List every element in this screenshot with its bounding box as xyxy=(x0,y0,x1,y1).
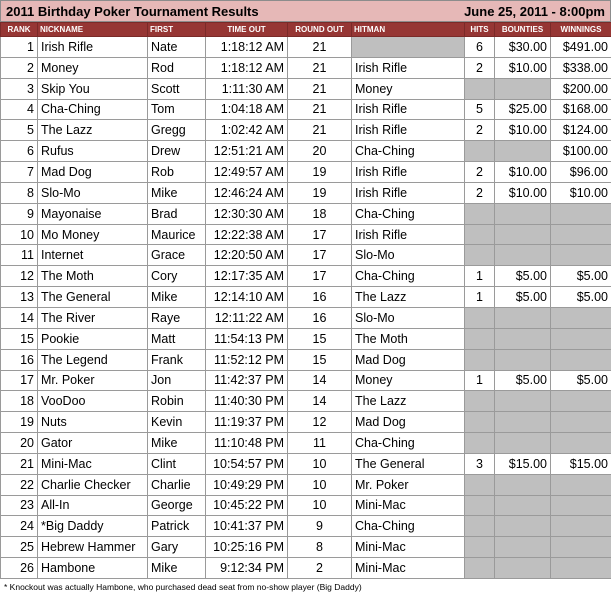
table-row xyxy=(1,182,611,203)
cell-hits[interactable] xyxy=(465,474,495,495)
cell-winnings[interactable] xyxy=(551,495,611,516)
cell-first[interactable]: Mike xyxy=(148,287,206,308)
cell-rank[interactable]: 13 xyxy=(1,287,38,308)
cell-time-out[interactable]: 12:11:22 AM xyxy=(206,307,288,328)
cell-first[interactable]: Grace xyxy=(148,245,206,266)
column-header-nickname[interactable]: NICKNAME xyxy=(38,23,148,37)
cell-time-out[interactable]: 11:52:12 PM xyxy=(206,349,288,370)
cell-nickname[interactable]: Hebrew Hammer xyxy=(38,537,148,558)
cell-bounties[interactable] xyxy=(495,328,551,349)
cell-first[interactable]: Jon xyxy=(148,370,206,391)
cell-bounties[interactable] xyxy=(495,391,551,412)
cell-rank[interactable]: 9 xyxy=(1,203,38,224)
cell-nickname[interactable]: Mad Dog xyxy=(38,162,148,183)
cell-round-out[interactable]: 19 xyxy=(288,182,352,203)
cell-hitman[interactable]: Irish Rifle xyxy=(352,182,465,203)
cell-first[interactable]: George xyxy=(148,495,206,516)
cell-winnings[interactable]: $491.00 xyxy=(551,37,611,58)
table-row xyxy=(1,391,611,412)
cell-rank[interactable]: 16 xyxy=(1,349,38,370)
table-row xyxy=(1,558,611,579)
cell-hits[interactable] xyxy=(465,349,495,370)
page-title: 2011 Birthday Poker Tournament Results xyxy=(6,3,259,19)
cell-round-out[interactable]: 18 xyxy=(288,203,352,224)
table-row xyxy=(1,57,611,78)
cell-time-out[interactable]: 12:22:38 AM xyxy=(206,224,288,245)
cell-round-out[interactable]: 21 xyxy=(288,37,352,58)
cell-first[interactable]: Tom xyxy=(148,99,206,120)
cell-time-out[interactable]: 10:45:22 PM xyxy=(206,495,288,516)
cell-rank[interactable]: 25 xyxy=(1,537,38,558)
cell-round-out[interactable]: 21 xyxy=(288,120,352,141)
cell-round-out[interactable]: 2 xyxy=(288,558,352,579)
cell-first[interactable]: Brad xyxy=(148,203,206,224)
table-row xyxy=(1,474,611,495)
cell-first[interactable]: Maurice xyxy=(148,224,206,245)
cell-hits[interactable]: 5 xyxy=(465,99,495,120)
cell-hits[interactable] xyxy=(465,537,495,558)
cell-bounties[interactable] xyxy=(495,224,551,245)
cell-time-out[interactable]: 11:42:37 PM xyxy=(206,370,288,391)
cell-hitman[interactable]: Slo-Mo xyxy=(352,245,465,266)
cell-bounties[interactable]: $5.00 xyxy=(495,370,551,391)
table-body xyxy=(1,37,611,579)
cell-time-out[interactable]: 10:49:29 PM xyxy=(206,474,288,495)
cell-rank[interactable]: 1 xyxy=(1,37,38,58)
table-row xyxy=(1,370,611,391)
cell-round-out[interactable]: 17 xyxy=(288,245,352,266)
cell-round-out[interactable]: 10 xyxy=(288,495,352,516)
cell-time-out[interactable]: 12:46:24 AM xyxy=(206,182,288,203)
table-row xyxy=(1,224,611,245)
cell-round-out[interactable]: 20 xyxy=(288,141,352,162)
cell-first[interactable]: Frank xyxy=(148,349,206,370)
cell-winnings[interactable]: $124.00 xyxy=(551,120,611,141)
cell-bounties[interactable]: $10.00 xyxy=(495,162,551,183)
cell-round-out[interactable]: 9 xyxy=(288,516,352,537)
cell-nickname[interactable]: Mini-Mac xyxy=(38,453,148,474)
cell-time-out[interactable]: 12:17:35 AM xyxy=(206,266,288,287)
cell-first[interactable]: Kevin xyxy=(148,412,206,433)
cell-time-out[interactable]: 1:18:12 AM xyxy=(206,37,288,58)
cell-hits[interactable] xyxy=(465,307,495,328)
cell-time-out[interactable]: 12:14:10 AM xyxy=(206,287,288,308)
cell-first[interactable]: Robin xyxy=(148,391,206,412)
cell-hits[interactable] xyxy=(465,391,495,412)
cell-nickname[interactable]: Mayonaise xyxy=(38,203,148,224)
cell-winnings[interactable] xyxy=(551,433,611,454)
table-row xyxy=(1,307,611,328)
cell-first[interactable]: Gregg xyxy=(148,120,206,141)
cell-nickname[interactable]: Cha-Ching xyxy=(38,99,148,120)
cell-rank[interactable]: 5 xyxy=(1,120,38,141)
cell-hitman[interactable]: Mini-Mac xyxy=(352,558,465,579)
cell-winnings[interactable]: $338.00 xyxy=(551,57,611,78)
cell-rank[interactable]: 20 xyxy=(1,433,38,454)
cell-rank[interactable]: 10 xyxy=(1,224,38,245)
cell-nickname[interactable]: Gator xyxy=(38,433,148,454)
cell-round-out[interactable]: 8 xyxy=(288,537,352,558)
cell-hitman[interactable]: Cha-Ching xyxy=(352,433,465,454)
cell-hits[interactable] xyxy=(465,245,495,266)
cell-time-out[interactable]: 10:25:16 PM xyxy=(206,537,288,558)
cell-hitman[interactable]: Money xyxy=(352,370,465,391)
cell-winnings[interactable] xyxy=(551,412,611,433)
cell-hits[interactable]: 2 xyxy=(465,162,495,183)
cell-nickname[interactable]: Mr. Poker xyxy=(38,370,148,391)
cell-hits[interactable]: 1 xyxy=(465,370,495,391)
column-header-winnings[interactable]: WINNINGS xyxy=(551,23,611,37)
cell-rank[interactable]: 24 xyxy=(1,516,38,537)
cell-nickname[interactable]: Skip You xyxy=(38,78,148,99)
cell-winnings[interactable] xyxy=(551,328,611,349)
cell-rank[interactable]: 15 xyxy=(1,328,38,349)
cell-hits[interactable] xyxy=(465,328,495,349)
cell-hitman[interactable]: Mad Dog xyxy=(352,349,465,370)
cell-bounties[interactable] xyxy=(495,537,551,558)
title-bar xyxy=(0,0,611,22)
cell-rank[interactable]: 21 xyxy=(1,453,38,474)
table-row xyxy=(1,245,611,266)
cell-bounties[interactable] xyxy=(495,412,551,433)
cell-first[interactable]: Rob xyxy=(148,162,206,183)
cell-hitman[interactable]: Slo-Mo xyxy=(352,307,465,328)
cell-rank[interactable]: 18 xyxy=(1,391,38,412)
cell-hitman[interactable]: Cha-Ching xyxy=(352,141,465,162)
cell-first[interactable]: Mike xyxy=(148,433,206,454)
cell-bounties[interactable]: $5.00 xyxy=(495,287,551,308)
cell-bounties[interactable]: $10.00 xyxy=(495,182,551,203)
cell-round-out[interactable]: 21 xyxy=(288,57,352,78)
header-row xyxy=(1,23,611,37)
cell-nickname[interactable]: All-In xyxy=(38,495,148,516)
table-row xyxy=(1,516,611,537)
cell-first[interactable]: Charlie xyxy=(148,474,206,495)
cell-time-out[interactable]: 9:12:34 PM xyxy=(206,558,288,579)
cell-time-out[interactable]: 10:41:37 PM xyxy=(206,516,288,537)
table-row xyxy=(1,412,611,433)
cell-hits[interactable]: 6 xyxy=(465,37,495,58)
cell-winnings[interactable]: $5.00 xyxy=(551,370,611,391)
cell-hitman[interactable]: Irish Rifle xyxy=(352,162,465,183)
cell-nickname[interactable]: VooDoo xyxy=(38,391,148,412)
cell-bounties[interactable] xyxy=(495,203,551,224)
cell-winnings[interactable]: $96.00 xyxy=(551,162,611,183)
cell-bounties[interactable] xyxy=(495,433,551,454)
cell-hits[interactable] xyxy=(465,433,495,454)
cell-hitman[interactable]: The Moth xyxy=(352,328,465,349)
cell-hitman[interactable]: Mad Dog xyxy=(352,412,465,433)
table-row xyxy=(1,453,611,474)
cell-hitman[interactable] xyxy=(352,37,465,58)
cell-time-out[interactable]: 12:30:30 AM xyxy=(206,203,288,224)
cell-hitman[interactable]: Mr. Poker xyxy=(352,474,465,495)
cell-nickname[interactable]: Hambone xyxy=(38,558,148,579)
cell-winnings[interactable]: $15.00 xyxy=(551,453,611,474)
cell-winnings[interactable] xyxy=(551,516,611,537)
cell-first[interactable]: Cory xyxy=(148,266,206,287)
table-row xyxy=(1,537,611,558)
cell-nickname[interactable]: Charlie Checker xyxy=(38,474,148,495)
cell-bounties[interactable] xyxy=(495,141,551,162)
table-row xyxy=(1,328,611,349)
column-header-hits[interactable]: HITS xyxy=(465,23,495,37)
cell-nickname[interactable]: The Legend xyxy=(38,349,148,370)
cell-hits[interactable]: 2 xyxy=(465,120,495,141)
cell-rank[interactable]: 2 xyxy=(1,57,38,78)
cell-nickname[interactable]: Mo Money xyxy=(38,224,148,245)
results-table xyxy=(0,22,611,579)
cell-hitman[interactable]: Cha-Ching xyxy=(352,266,465,287)
cell-rank[interactable]: 26 xyxy=(1,558,38,579)
cell-round-out[interactable]: 21 xyxy=(288,99,352,120)
cell-round-out[interactable]: 14 xyxy=(288,370,352,391)
cell-hits[interactable]: 3 xyxy=(465,453,495,474)
cell-first[interactable]: Mike xyxy=(148,182,206,203)
cell-time-out[interactable]: 11:10:48 PM xyxy=(206,433,288,454)
table-row xyxy=(1,37,611,58)
cell-hitman[interactable]: Mini-Mac xyxy=(352,537,465,558)
cell-winnings[interactable]: $5.00 xyxy=(551,287,611,308)
cell-time-out[interactable]: 1:04:18 AM xyxy=(206,99,288,120)
table-row xyxy=(1,203,611,224)
cell-time-out[interactable]: 11:54:13 PM xyxy=(206,328,288,349)
cell-nickname[interactable]: Slo-Mo xyxy=(38,182,148,203)
cell-round-out[interactable]: 10 xyxy=(288,474,352,495)
cell-time-out[interactable]: 12:49:57 AM xyxy=(206,162,288,183)
cell-nickname[interactable]: The General xyxy=(38,287,148,308)
cell-hits[interactable]: 2 xyxy=(465,182,495,203)
table-row xyxy=(1,266,611,287)
cell-round-out[interactable]: 11 xyxy=(288,433,352,454)
table-row xyxy=(1,433,611,454)
cell-winnings[interactable]: $168.00 xyxy=(551,99,611,120)
cell-time-out[interactable]: 11:40:30 PM xyxy=(206,391,288,412)
cell-winnings[interactable] xyxy=(551,245,611,266)
table-row xyxy=(1,349,611,370)
cell-time-out[interactable]: 1:18:12 AM xyxy=(206,57,288,78)
cell-hitman[interactable]: Irish Rifle xyxy=(352,57,465,78)
cell-rank[interactable]: 8 xyxy=(1,182,38,203)
cell-hitman[interactable]: The Lazz xyxy=(352,287,465,308)
cell-bounties[interactable] xyxy=(495,349,551,370)
cell-winnings[interactable]: $200.00 xyxy=(551,78,611,99)
table-row xyxy=(1,99,611,120)
cell-first[interactable]: Rod xyxy=(148,57,206,78)
cell-winnings[interactable] xyxy=(551,537,611,558)
cell-time-out[interactable]: 1:02:42 AM xyxy=(206,120,288,141)
cell-hits[interactable]: 1 xyxy=(465,266,495,287)
cell-bounties[interactable] xyxy=(495,78,551,99)
cell-hits[interactable]: 1 xyxy=(465,287,495,308)
column-header-rank[interactable]: RANK xyxy=(1,23,38,37)
cell-nickname[interactable]: The River xyxy=(38,307,148,328)
cell-winnings[interactable] xyxy=(551,203,611,224)
cell-winnings[interactable]: $100.00 xyxy=(551,141,611,162)
cell-hits[interactable]: 2 xyxy=(465,57,495,78)
cell-nickname[interactable]: Internet xyxy=(38,245,148,266)
cell-winnings[interactable] xyxy=(551,224,611,245)
cell-time-out[interactable]: 1:11:30 AM xyxy=(206,78,288,99)
table-row xyxy=(1,141,611,162)
cell-rank[interactable]: 11 xyxy=(1,245,38,266)
cell-round-out[interactable]: 17 xyxy=(288,224,352,245)
cell-hitman[interactable]: Mini-Mac xyxy=(352,495,465,516)
cell-hitman[interactable]: The General xyxy=(352,453,465,474)
cell-round-out[interactable]: 21 xyxy=(288,78,352,99)
cell-bounties[interactable]: $30.00 xyxy=(495,37,551,58)
cell-first[interactable]: Scott xyxy=(148,78,206,99)
cell-bounties[interactable] xyxy=(495,516,551,537)
cell-winnings[interactable] xyxy=(551,474,611,495)
cell-hitman[interactable]: Cha-Ching xyxy=(352,516,465,537)
cell-rank[interactable]: 4 xyxy=(1,99,38,120)
table-row xyxy=(1,162,611,183)
cell-rank[interactable]: 6 xyxy=(1,141,38,162)
cell-rank[interactable]: 19 xyxy=(1,412,38,433)
cell-first[interactable]: Nate xyxy=(148,37,206,58)
cell-rank[interactable]: 17 xyxy=(1,370,38,391)
cell-rank[interactable]: 23 xyxy=(1,495,38,516)
column-header-round-out[interactable]: ROUND OUT xyxy=(288,23,352,37)
table-row xyxy=(1,120,611,141)
cell-winnings[interactable] xyxy=(551,349,611,370)
cell-first[interactable]: Raye xyxy=(148,307,206,328)
cell-time-out[interactable]: 10:54:57 PM xyxy=(206,453,288,474)
cell-hitman[interactable]: Irish Rifle xyxy=(352,120,465,141)
cell-bounties[interactable] xyxy=(495,245,551,266)
cell-hitman[interactable]: Irish Rifle xyxy=(352,99,465,120)
cell-round-out[interactable]: 15 xyxy=(288,328,352,349)
cell-nickname[interactable]: *Big Daddy xyxy=(38,516,148,537)
cell-rank[interactable]: 22 xyxy=(1,474,38,495)
cell-nickname[interactable]: The Moth xyxy=(38,266,148,287)
column-header-first[interactable]: FIRST xyxy=(148,23,206,37)
cell-winnings[interactable] xyxy=(551,558,611,579)
cell-round-out[interactable]: 10 xyxy=(288,453,352,474)
cell-bounties[interactable]: $10.00 xyxy=(495,120,551,141)
column-header-time-out[interactable]: TIME OUT xyxy=(206,23,288,37)
cell-first[interactable]: Patrick xyxy=(148,516,206,537)
cell-nickname[interactable]: Pookie xyxy=(38,328,148,349)
cell-hits[interactable] xyxy=(465,141,495,162)
cell-bounties[interactable]: $15.00 xyxy=(495,453,551,474)
cell-round-out[interactable]: 17 xyxy=(288,266,352,287)
cell-bounties[interactable] xyxy=(495,307,551,328)
column-header-bounties[interactable]: BOUNTIES xyxy=(495,23,551,37)
cell-hits[interactable] xyxy=(465,558,495,579)
cell-hitman[interactable]: Irish Rifle xyxy=(352,224,465,245)
cell-bounties[interactable]: $25.00 xyxy=(495,99,551,120)
cell-hits[interactable] xyxy=(465,224,495,245)
cell-rank[interactable]: 12 xyxy=(1,266,38,287)
cell-first[interactable]: Mike xyxy=(148,558,206,579)
cell-hits[interactable] xyxy=(465,516,495,537)
cell-bounties[interactable] xyxy=(495,474,551,495)
cell-nickname[interactable]: Money xyxy=(38,57,148,78)
cell-hits[interactable] xyxy=(465,412,495,433)
cell-round-out[interactable]: 14 xyxy=(288,391,352,412)
cell-nickname[interactable]: The Lazz xyxy=(38,120,148,141)
cell-winnings[interactable] xyxy=(551,307,611,328)
table-row xyxy=(1,78,611,99)
cell-round-out[interactable]: 16 xyxy=(288,307,352,328)
cell-winnings[interactable]: $5.00 xyxy=(551,266,611,287)
cell-nickname[interactable]: Rufus xyxy=(38,141,148,162)
cell-nickname[interactable]: Nuts xyxy=(38,412,148,433)
cell-rank[interactable]: 7 xyxy=(1,162,38,183)
cell-hits[interactable] xyxy=(465,203,495,224)
cell-hits[interactable] xyxy=(465,495,495,516)
cell-hitman[interactable]: The Lazz xyxy=(352,391,465,412)
cell-time-out[interactable]: 11:19:37 PM xyxy=(206,412,288,433)
cell-first[interactable]: Clint xyxy=(148,453,206,474)
cell-bounties[interactable]: $5.00 xyxy=(495,266,551,287)
cell-round-out[interactable]: 15 xyxy=(288,349,352,370)
cell-first[interactable]: Matt xyxy=(148,328,206,349)
cell-hitman[interactable]: Money xyxy=(352,78,465,99)
cell-nickname[interactable]: Irish Rifle xyxy=(38,37,148,58)
cell-round-out[interactable]: 19 xyxy=(288,162,352,183)
cell-bounties[interactable]: $10.00 xyxy=(495,57,551,78)
cell-time-out[interactable]: 12:51:21 AM xyxy=(206,141,288,162)
event-date: June 25, 2011 - 8:00pm xyxy=(464,3,605,19)
cell-round-out[interactable]: 16 xyxy=(288,287,352,308)
cell-winnings[interactable] xyxy=(551,391,611,412)
cell-winnings[interactable]: $10.00 xyxy=(551,182,611,203)
column-header-hitman[interactable]: HITMAN xyxy=(352,23,465,37)
table-row xyxy=(1,495,611,516)
cell-hitman[interactable]: Cha-Ching xyxy=(352,203,465,224)
cell-time-out[interactable]: 12:20:50 AM xyxy=(206,245,288,266)
cell-rank[interactable]: 14 xyxy=(1,307,38,328)
cell-round-out[interactable]: 12 xyxy=(288,412,352,433)
cell-hits[interactable] xyxy=(465,78,495,99)
cell-bounties[interactable] xyxy=(495,495,551,516)
table-row xyxy=(1,287,611,308)
cell-first[interactable]: Gary xyxy=(148,537,206,558)
footnote: * Knockout was actually Hambone, who purchased dead seat from no-show player (Big Daddy) xyxy=(4,581,362,592)
cell-bounties[interactable] xyxy=(495,558,551,579)
cell-rank[interactable]: 3 xyxy=(1,78,38,99)
cell-first[interactable]: Drew xyxy=(148,141,206,162)
